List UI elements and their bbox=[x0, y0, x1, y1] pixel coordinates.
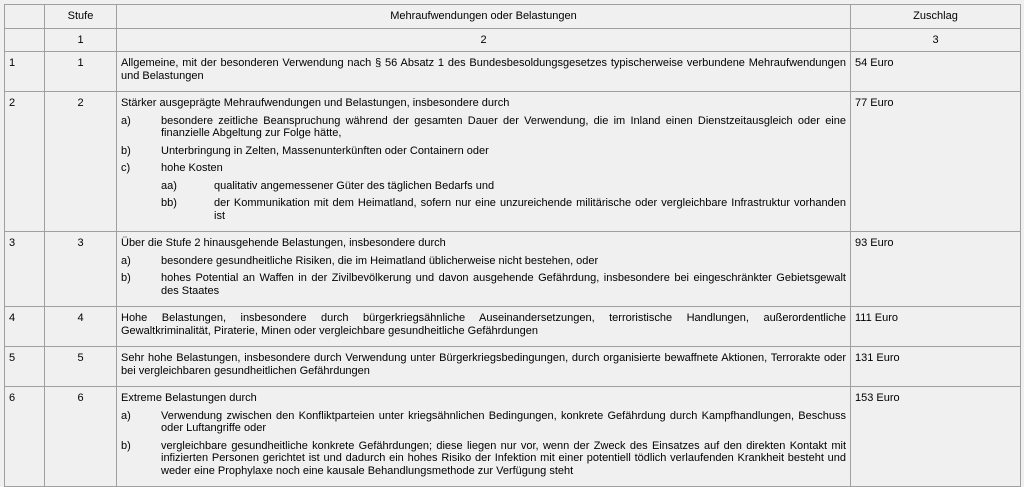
row-description bbox=[117, 387, 851, 487]
row-stufe: 3 bbox=[45, 232, 117, 307]
header-mehraufwendungen: Mehraufwendungen oder Belastungen bbox=[117, 5, 851, 29]
row-zuschlag: 93 Euro bbox=[851, 232, 1021, 307]
row-stufe: 6 bbox=[45, 387, 117, 487]
row-zuschlag: 111 Euro bbox=[851, 307, 1021, 347]
sub-list-item bbox=[121, 197, 846, 222]
list-item-text: Unterbringung in Zelten, Massenunterkünften oder Containern oder bbox=[161, 144, 489, 157]
row-description bbox=[117, 232, 851, 307]
row-number: 6 bbox=[5, 387, 45, 487]
sub-list-item-text: qualitativ angemessener Güter des täglichen Bedarfs und bbox=[214, 179, 495, 192]
column-number-1: 1 bbox=[45, 28, 117, 52]
row-zuschlag: 153 Euro bbox=[851, 387, 1021, 487]
list-item-label: b) bbox=[121, 439, 131, 452]
table-row bbox=[5, 52, 1021, 92]
row-number: 4 bbox=[5, 307, 45, 347]
column-number-row bbox=[5, 28, 1021, 52]
sub-list-item-label: bb) bbox=[161, 197, 177, 209]
list-item bbox=[121, 255, 846, 268]
list-item-label: a) bbox=[121, 114, 131, 127]
list-item-text: besondere gesundheitliche Risiken, die im Heimatland üblicherweise nicht bestehen, oder bbox=[161, 254, 599, 267]
table-row bbox=[5, 92, 1021, 232]
sub-list-item-text: der Kommunikation mit dem Heimatland, sofern nur eine unzureichende militärische oder vergleichbare Infrastruktur vorhanden ist bbox=[214, 197, 846, 222]
row-intro: Allgemeine, mit der besonderen Verwendung nach § 56 Absatz 1 des Bundesbesoldungsgesetzes typischerweise verbundene Mehraufwendungen und Belastungen bbox=[121, 57, 846, 82]
row-stufe: 2 bbox=[45, 92, 117, 232]
row-description bbox=[117, 347, 851, 387]
list-item-text: Verwendung zwischen den Konfliktparteien unter kriegsähnlichen Bedingungen, konkrete Gefährdung durch Kampfhandlungen, Beschuss oder Luftangriffe oder bbox=[161, 409, 846, 434]
list-item bbox=[121, 440, 846, 478]
row-number: 3 bbox=[5, 232, 45, 307]
list-item-text: besondere zeitliche Beanspruchung während der gesamten Dauer der Verwendung, die im Inland einen Dienstzeitausgleich oder eine finanzielle Abgeltung zur Folge hätte, bbox=[161, 114, 846, 139]
list-item-text: vergleichbare gesundheitliche konkrete Gefährdungen; diese liegen nur vor, wenn der Zweck des Einsatzes auf den direkten Kontakt mit infizierten Personen gerichtet ist und dadurch ein hohes Risiko der Infektion mit einer potentiell tödlich verlaufenden Krankheit besteht und weder eine Prophylaxe noch eine kausale Behandlungsmethode zur Verfügung steht bbox=[161, 439, 846, 477]
row-stufe: 5 bbox=[45, 347, 117, 387]
list-item-label: b) bbox=[121, 144, 131, 157]
row-intro: Über die Stufe 2 hinausgehende Belastungen, insbesondere durch bbox=[121, 237, 446, 249]
row-number: 5 bbox=[5, 347, 45, 387]
sub-list-item bbox=[121, 180, 846, 193]
list-item-label: a) bbox=[121, 254, 131, 267]
list-item-text: hohe Kosten bbox=[161, 162, 223, 174]
row-stufe: 1 bbox=[45, 52, 117, 92]
header-zuschlag: Zuschlag bbox=[851, 5, 1021, 29]
row-zuschlag: 131 Euro bbox=[851, 347, 1021, 387]
zuschlag-table bbox=[4, 4, 1021, 487]
column-number-3: 3 bbox=[851, 28, 1021, 52]
list-item bbox=[121, 145, 846, 158]
row-description bbox=[117, 52, 851, 92]
table-row bbox=[5, 307, 1021, 347]
row-intro: Hohe Belastungen, insbesondere durch bürgerkriegsähnliche Auseinandersetzungen, terroristische Handlungen, außerordentliche Gewaltkriminalität, Piraterie, Minen oder vergleichbare gesundheitliche Gefährdungen bbox=[121, 312, 846, 337]
list-item bbox=[121, 115, 846, 140]
row-number: 2 bbox=[5, 92, 45, 232]
row-zuschlag: 77 Euro bbox=[851, 92, 1021, 232]
table-row bbox=[5, 347, 1021, 387]
list-item-label: b) bbox=[121, 272, 131, 284]
column-number-2: 2 bbox=[117, 28, 851, 52]
row-intro: Sehr hohe Belastungen, insbesondere durch Verwendung unter Bürgerkriegsbedingungen, durch organisierte bewaffnete Aktionen, Terrorakte oder bei vergleichbaren gesundheitlichen Gefährdungen bbox=[121, 352, 846, 377]
header-stufe: Stufe bbox=[45, 5, 117, 29]
table-row bbox=[5, 232, 1021, 307]
list-item bbox=[121, 272, 846, 297]
header-col-0 bbox=[5, 5, 45, 29]
list-item-label: c) bbox=[121, 162, 131, 174]
row-number: 1 bbox=[5, 52, 45, 92]
header-row bbox=[5, 5, 1021, 29]
row-intro: Stärker ausgeprägte Mehraufwendungen und Belastungen, insbesondere durch bbox=[121, 97, 510, 109]
list-item-label: a) bbox=[121, 409, 131, 422]
table-row bbox=[5, 387, 1021, 487]
row-stufe: 4 bbox=[45, 307, 117, 347]
row-intro: Extreme Belastungen durch bbox=[121, 392, 257, 404]
column-number-0 bbox=[5, 28, 45, 52]
row-description bbox=[117, 307, 851, 347]
list-item-text: hohes Potential an Waffen in der Zivilbevölkerung und davon ausgehende Gefährdung, insbesondere bei eingeschränkter Gebietsgewalt des Staates bbox=[161, 272, 846, 297]
list-item bbox=[121, 410, 846, 435]
sub-list-item-label: aa) bbox=[161, 179, 177, 192]
row-description bbox=[117, 92, 851, 232]
list-item bbox=[121, 162, 846, 175]
row-zuschlag: 54 Euro bbox=[851, 52, 1021, 92]
